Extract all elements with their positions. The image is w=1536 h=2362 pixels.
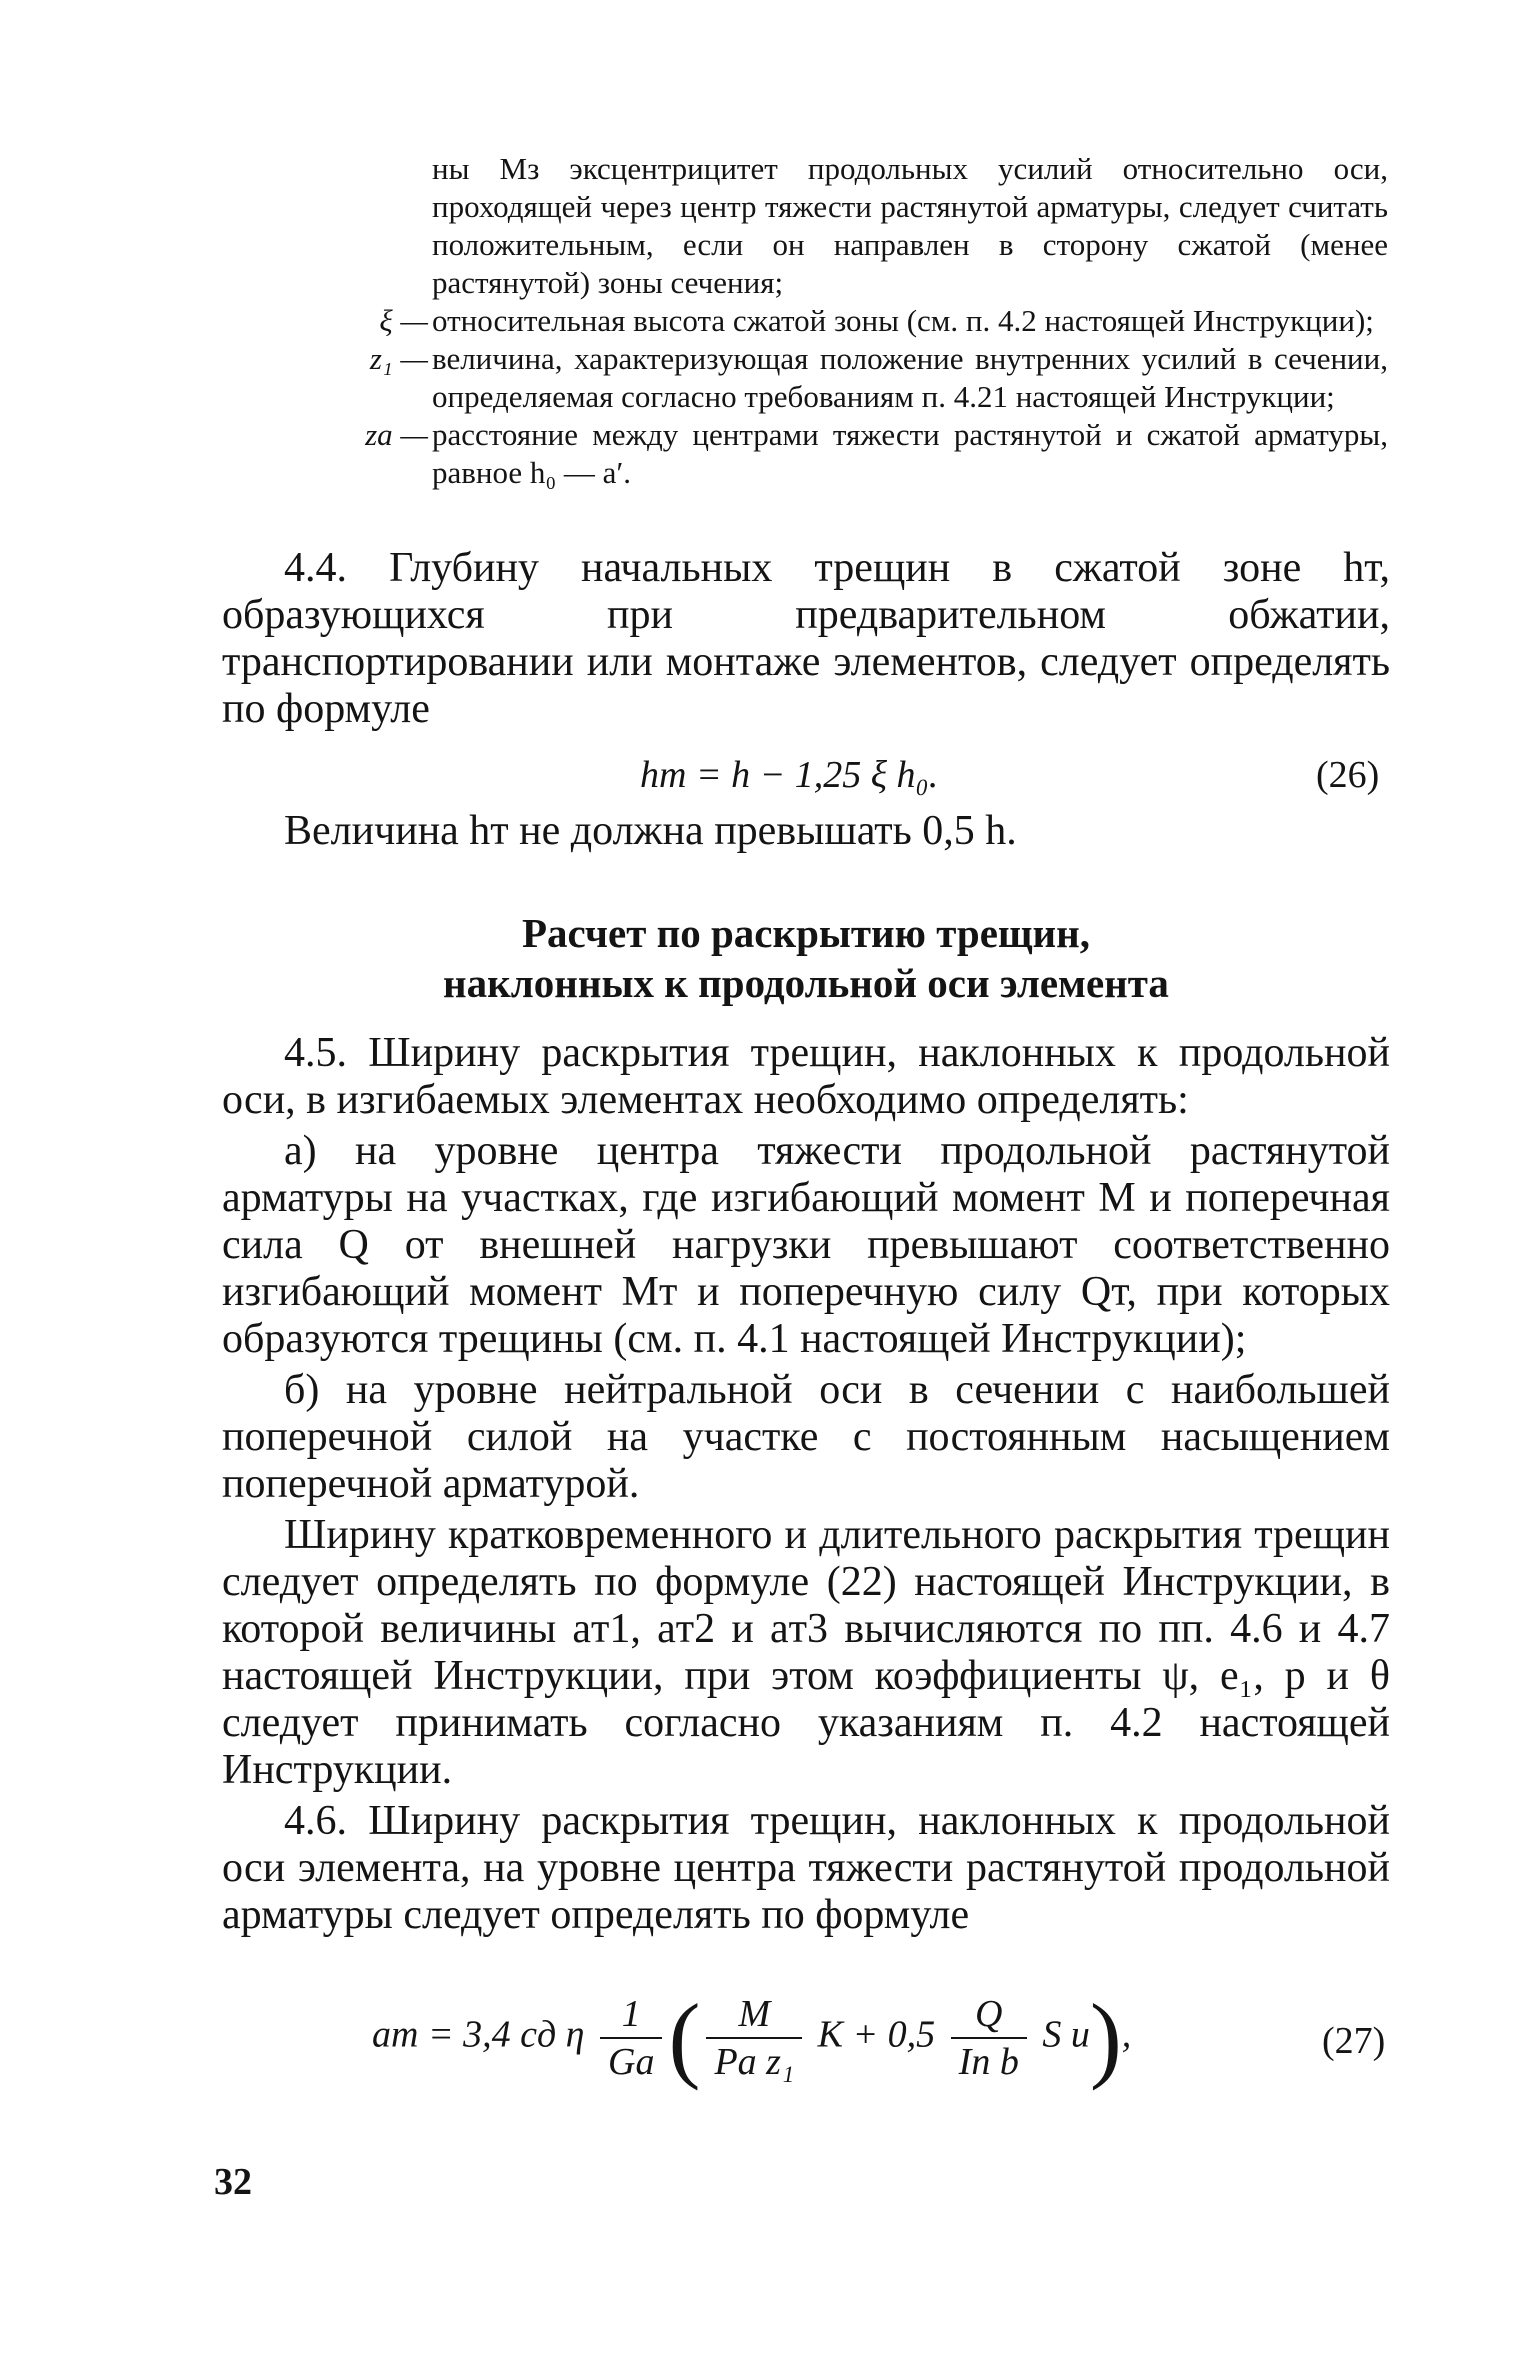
formula-27-fraction: $\frac{Q}{\text{Iп b}}$: [951, 1991, 1027, 2085]
formula-26-number: (26): [1316, 754, 1380, 796]
definition-item: [330, 340, 1388, 416]
section-4-5-intro: 4.5. Ширину раскрытия трещин, наклонных к продольной оси, в изгибаемых элементах необходимо определять:: [222, 1030, 1390, 1123]
formula-27-number: (27): [1322, 2020, 1386, 2062]
section-4-5-item-b: б) на уровне нейтральной оси в сечении с наибольшей поперечной силой на участке с постоянным насыщением поперечной арматурой.: [222, 1367, 1390, 1507]
formula-27-tail: S u: [1042, 2013, 1090, 2056]
formula-27-fraction: $\frac{1}{Gа}$: [600, 1991, 662, 2085]
section-heading-line2: наклонных к продольной оси элемента: [443, 960, 1169, 1006]
section-4-4-note-block: [222, 808, 1390, 855]
formula-27-mid: K + 0,5: [817, 2013, 936, 2056]
formula-27-fraction: $\frac{M}{\text{Pа z₁}}$: [706, 1991, 802, 2085]
definition-lead-text: ны Mз эксцентрицитет продольных усилий относительно оси, проходящей через центр тяжести растянутой арматуры, следует считать положительным, если он направлен в сторону сжатой (менее растянутой) зоны сечения;: [432, 151, 1388, 300]
definition-desc: расстояние между центрами тяжести растянутой и сжатой арматуры, равное h₀ — a′.: [432, 417, 1388, 490]
section-4-5-paragraph: Ширину кратковременного и длительного раскрытия трещин следует определять по формуле (22) настоящей Инструкции, в которой величины aт1, aт2 и aт3 вычисляются по пп. 4.6 и 4.7 настоящей Инструкции, при этом коэффициенты ψ, e₁, p и θ следует принимать согласно указаниям п. 4.2 настоящей Инструкции.: [222, 1512, 1390, 1793]
section-4-4: [222, 545, 1390, 733]
section-4-4-text: 4.4. Глубину начальных трещин в сжатой зоне hт, образующихся при предварительном обжатии, транспортировании или монтаже элементов, следует определять по формуле: [222, 545, 1390, 732]
definition-term: ξ —: [379, 303, 428, 338]
section-4-5-item-a: а) на уровне центра тяжести продольной растянутой арматуры на участках, где изгибающий момент M и поперечная сила Q от внешней нагрузки превышают соответственно изгибающий момент Mт и поперечную силу Qт, при которых образуются трещины (см. п. 4.1 настоящей Инструкции);: [222, 1128, 1390, 1362]
definition-desc: величина, характеризующая положение внутренних усилий в сечении, определяемая согласно требованиям п. 4.21 настоящей Инструкции;: [432, 341, 1388, 414]
section-heading-line1: Расчет по раскрытию трещин,: [521, 910, 1091, 956]
section-4-4-note: Величина hт не должна превышать 0,5 h.: [284, 808, 1017, 854]
page-number: 32: [214, 2161, 252, 2203]
definition-term: zа —: [365, 417, 428, 452]
definition-desc: относительная высота сжатой зоны (см. п. 4.2 настоящей Инструкции);: [432, 303, 1374, 338]
formula-26: hт = h − 1,25 ξ h₀.: [640, 754, 939, 796]
definitions-block: [330, 150, 1388, 492]
definition-item: [330, 302, 1388, 340]
section-4-5: [222, 1030, 1390, 1939]
section-heading: [222, 908, 1390, 1008]
formula-27-lhs: aт = 3,4 cд η: [372, 2013, 585, 2056]
definition-lead: [330, 150, 1388, 302]
section-4-6-text: 4.6. Ширину раскрытия трещин, наклонных к продольной оси элемента, на уровне центра тяжести растянутой продольной арматуры следует определять по формуле: [222, 1798, 1390, 1938]
formula-27: aт = 3,4 cд η $\frac{1}{Gа}$ ( $\frac{M}{\text{Pа z₁}}$ K + 0,5 $\frac{Q}{\text{Iп b}}$ S u),: [372, 1984, 1132, 2091]
definition-term: z₁ —: [369, 341, 428, 376]
definition-item: [330, 416, 1388, 492]
